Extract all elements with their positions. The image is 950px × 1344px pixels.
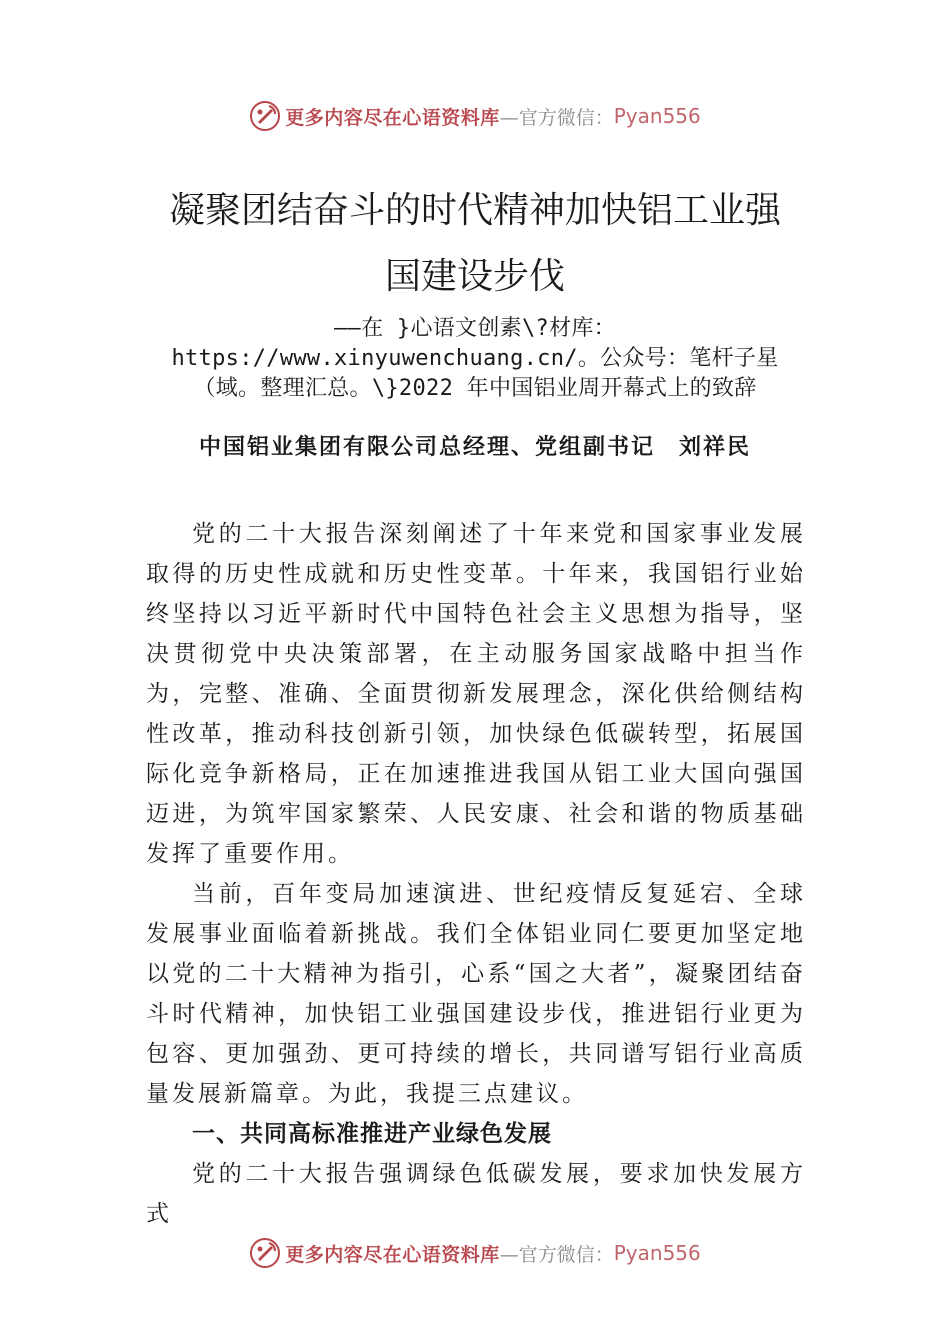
footer-wechat-label: —官方微信： (499, 1243, 614, 1266)
title-line-2: 国建设步伐 (384, 256, 565, 297)
document-subtitle (150, 314, 800, 404)
section-1-paragraph: 党的二十大报告强调绿色低碳发展，要求加快发展方式 (146, 1161, 806, 1227)
banner-title: 更多内容尽在心语资料库 (285, 106, 500, 129)
banner-wechat-id: Pyan556 (613, 104, 701, 128)
footer-banner (0, 1233, 950, 1273)
xinyu-logo-icon (249, 1237, 281, 1269)
document-body (146, 514, 806, 1234)
author-line: 中国铝业集团有限公司总经理、党组副书记 刘祥民 (198, 434, 751, 460)
document-title (150, 178, 800, 310)
paragraph-2: 当前，百年变局加速演进、世纪疫情反复延宕、全球发展事业面临着新挑战。我们全体铝业同仁要更加坚定地以党的二十大精神为指引，心系“国之大者”，凝聚团结奋斗时代精神，加快铝工业强国建设步伐，推进铝行业更为包容、更加强劲、更可持续的增长，共同谱写铝行业高质量发展新篇章。为此，我提三点建议。 (146, 881, 806, 1107)
subtitle-line-2: https://www.xinyuwenchuang.cn/。公众号：笔杆子星 (171, 346, 779, 371)
subtitle-line-1: ——在 }心语文创素\?材库： (334, 316, 616, 341)
banner-wechat-label: —官方微信： (499, 106, 614, 129)
footer-wechat-id: Pyan556 (613, 1241, 701, 1265)
paragraph-1: 党的二十大报告深刻阐述了十年来党和国家事业发展取得的历史性成就和历史性变革。十年来，我国铝行业始终坚持以习近平新时代中国特色社会主义思想为指导，坚决贯彻党中央决策部署，在主动服务国家战略中担当作为，完整、准确、全面贯彻新发展理念，深化供给侧结构性改革，推动科技创新引领，加快绿色低碳转型，拓展国际化竞争新格局，正在加速推进我国从铝工业大国向强国迈进，为筑牢国家繁荣、人民安康、社会和谐的物质基础发挥了重要作用。 (146, 521, 806, 867)
section-heading-1: 一、共同高标准推进产业绿色发展 (192, 1121, 552, 1147)
title-line-1: 凝聚团结奋斗的时代精神加快铝工业强 (168, 190, 781, 231)
footer-banner-title: 更多内容尽在心语资料库 (285, 1243, 500, 1266)
header-banner (0, 96, 950, 136)
xinyu-logo-icon (249, 100, 281, 132)
subtitle-line-3: （域。整理汇总。\}2022 年中国铝业周开幕式上的致辞 (193, 376, 757, 401)
